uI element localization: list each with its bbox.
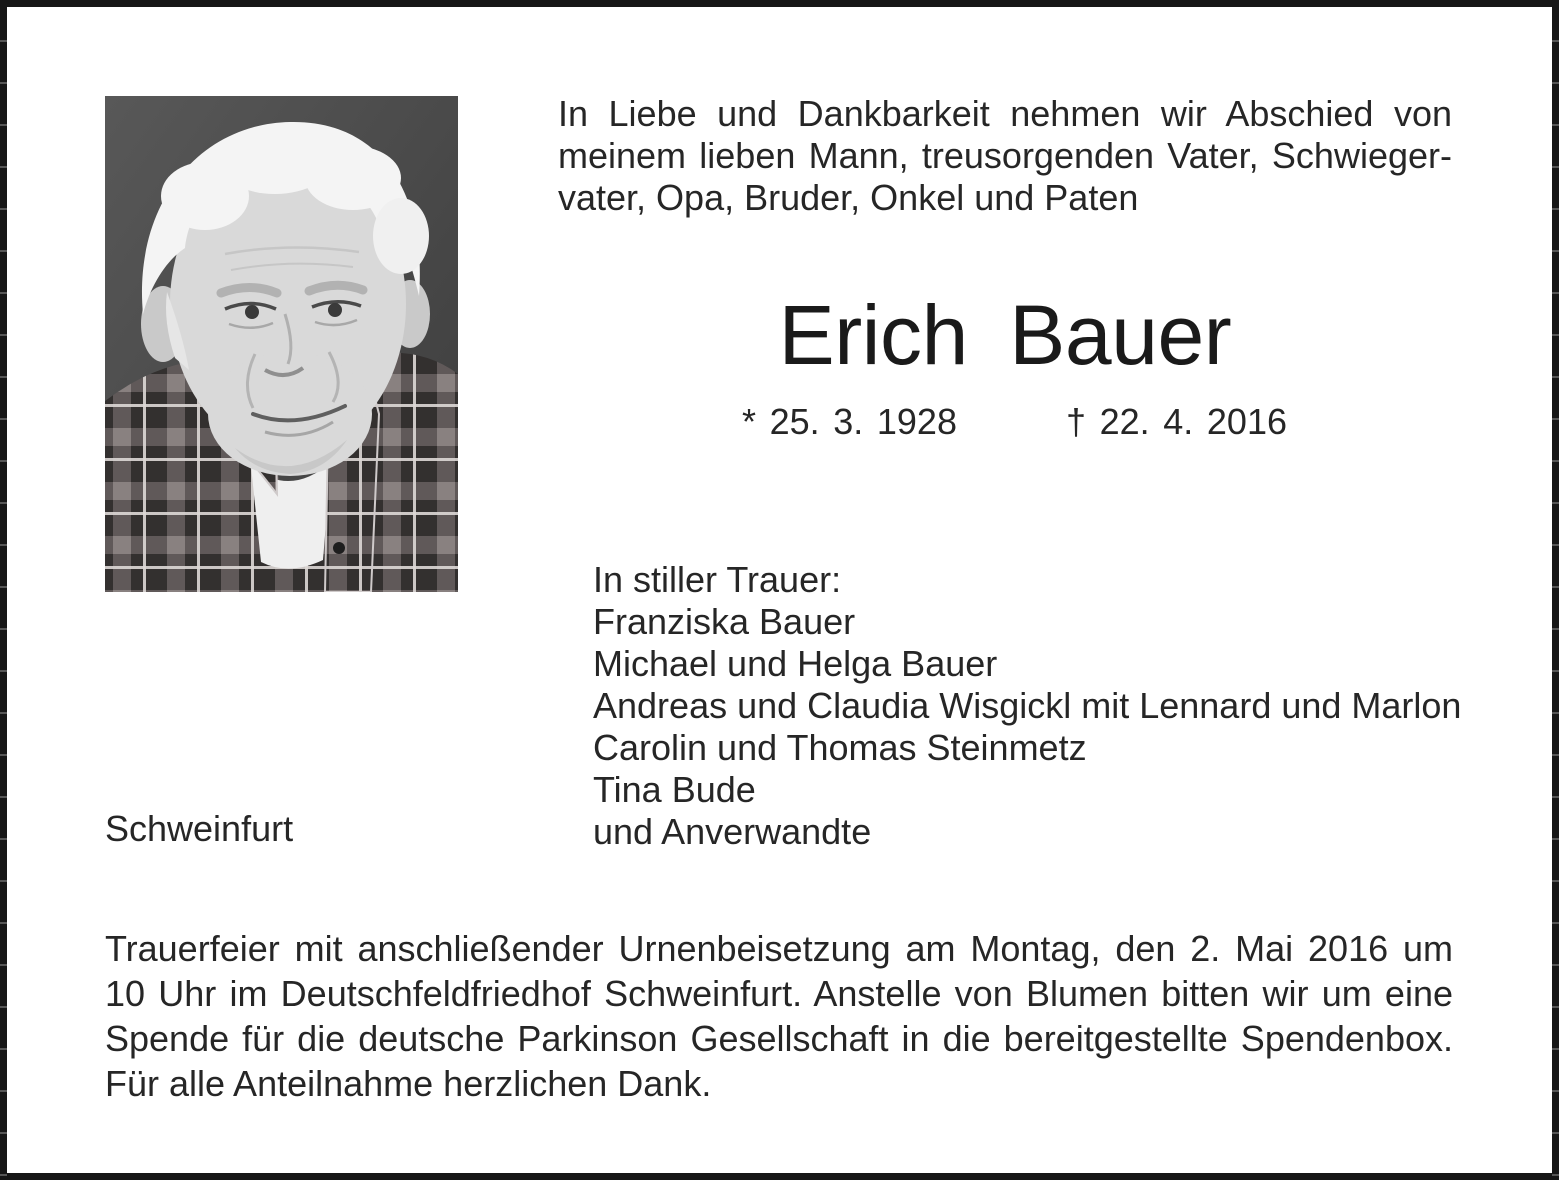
mourner-name: Tina Bude	[593, 769, 756, 810]
mourner-name: Carolin und Thomas Steinmetz	[593, 727, 1087, 768]
portrait-illustration	[105, 96, 458, 592]
mourner-name: Franziska Bauer	[593, 601, 856, 642]
mourners-block	[593, 559, 1473, 853]
funeral-line: 10 Uhr im Deutschfeldfriedhof Schweinfurt. Anstelle von Blumen bitten wir um eine	[105, 973, 1453, 1014]
death-date: † 22. 4. 2016	[1066, 401, 1287, 442]
intro-paragraph	[558, 93, 1452, 219]
intro-line: vater, Opa, Bruder, Onkel und Paten	[558, 177, 1139, 218]
birth-date: * 25. 3. 1928	[742, 401, 957, 442]
city-label: Schweinfurt	[105, 808, 294, 849]
deceased-name: Erich Bauer	[778, 288, 1232, 382]
funeral-line: Für alle Anteilnahme herzlichen Dank.	[105, 1063, 712, 1104]
frame-right-border	[1552, 0, 1559, 1180]
portrait-photo	[105, 96, 458, 592]
funeral-paragraph	[105, 926, 1453, 1106]
frame-left-border	[0, 0, 7, 1180]
frame-top-border	[0, 0, 1559, 7]
life-dates-row	[558, 401, 1452, 461]
frame-bottom-border	[0, 1173, 1559, 1180]
intro-line: In Liebe und Dankbarkeit nehmen wir Abschied von	[558, 93, 1452, 134]
funeral-line: Spende für die deutsche Parkinson Gesellschaft in die bereitgestellte Spendenbox.	[105, 1018, 1453, 1059]
mourners-heading: In stiller Trauer:	[593, 559, 842, 600]
mourner-name: und Anverwandte	[593, 811, 872, 852]
funeral-line: Trauerfeier mit anschließender Urnenbeisetzung am Montag, den 2. Mai 2016 um	[105, 928, 1453, 969]
mourner-name: Michael und Helga Bauer	[593, 643, 998, 684]
mourner-name: Andreas und Claudia Wisgickl mit Lennard und Marlon	[593, 685, 1462, 726]
intro-line: meinem lieben Mann, treusorgenden Vater, Schwieger-	[558, 135, 1452, 176]
